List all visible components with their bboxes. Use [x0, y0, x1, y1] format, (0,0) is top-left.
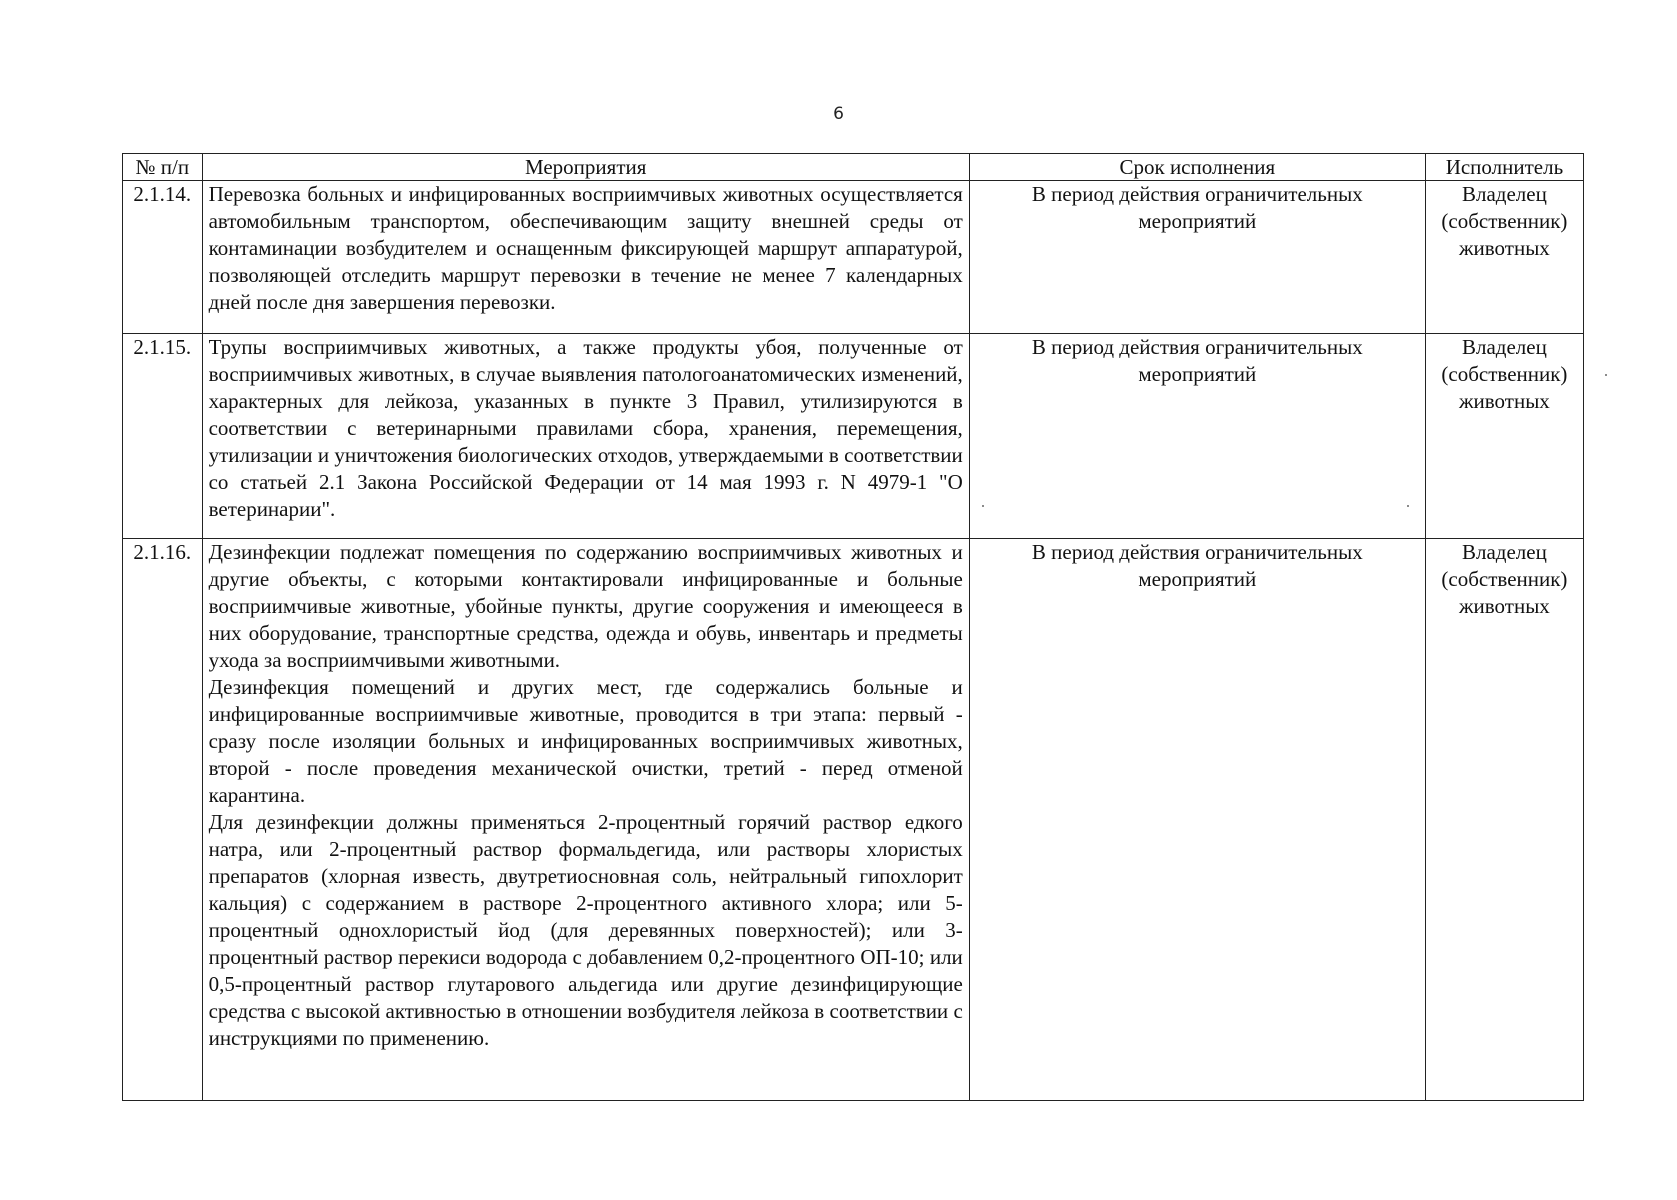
row-term: В период действия ограничительных мероприятий: [969, 334, 1425, 539]
scan-speck: [1407, 505, 1409, 507]
header-executor: Исполнитель: [1425, 154, 1583, 181]
activity-paragraph: Перевозка больных и инфицированных восприимчивых животных осуществляется автомобильным транспортом, обеспечивающим защиту внешней среды от контаминации возбудителем и оснащенным фиксирующей маршрут аппаратурой, позволяющей отследить маршрут перевозки в течение не менее 7 календарных дней после дня завершения перевозки.: [208, 182, 963, 314]
page-number: 6: [833, 104, 844, 124]
table-row: [123, 334, 1584, 539]
row-activity: [202, 181, 969, 334]
row-number: 2.1.15.: [123, 334, 203, 539]
scan-speck: [1605, 374, 1607, 376]
row-activity: [202, 539, 969, 1101]
header-num: № п/п: [123, 154, 203, 181]
table-row: [123, 539, 1584, 1101]
header-activity: Мероприятия: [202, 154, 969, 181]
row-executor: Владелец (собственник) животных: [1425, 181, 1583, 334]
header-term: Срок исполнения: [969, 154, 1425, 181]
row-number: 2.1.16.: [123, 539, 203, 1101]
scan-speck: [982, 505, 984, 507]
row-term: В период действия ограничительных мероприятий: [969, 181, 1425, 334]
row-activity: [202, 334, 969, 539]
row-number: 2.1.14.: [123, 181, 203, 334]
row-term: В период действия ограничительных мероприятий: [969, 539, 1425, 1101]
row-executor: Владелец (собственник) животных: [1425, 539, 1583, 1101]
activity-paragraph: Трупы восприимчивых животных, а также продукты убоя, полученные от восприимчивых животных, в случае выявления патологоанатомических изменений, характерных для лейкоза, указанных в пункте 3 Правил, утилизируются в соответствии с ветеринарными правилами сбора, хранения, перемещения, утилизации и уничтожения биологических отходов, утверждаемыми в соответствии со статьей 2.1 Закона Российской Федерации от 14 мая 1993 г. N 4979-1 "О ветеринарии".: [208, 335, 963, 521]
activity-paragraph: Дезинфекции подлежат помещения по содержанию восприимчивых животных и другие объекты, с которыми контактировали инфицированные и больные восприимчивые животные, убойные пункты, другие сооружения и имеющееся в них оборудование, транспортные средства, одежда и обувь, инвентарь и предметы ухода за восприимчивыми животными.: [208, 540, 963, 672]
measures-table: [122, 153, 1584, 1101]
activity-paragraph: Для дезинфекции должны применяться 2-процентный горячий раствор едкого натра, или 2-процентный раствор формальдегида, или растворы хлористых препаратов (хлорная известь, двутретиосновная соль, нейтральный гипохлорит кальция) с содержанием в растворе 2-процентного активного хлора; или 5-процентный однохлористый йод (для деревянных поверхностей); или 3-процентный раствор перекиси водорода с добавлением 0,2-процентного ОП-10; или 0,5-процентный раствор глутарового альдегида или другие дезинфицирующие средства с высокой активностью в отношении возбудителя лейкоза в соответствии с инструкциями по применению.: [208, 810, 963, 1050]
table-header-row: [123, 154, 1584, 181]
activity-paragraph: Дезинфекция помещений и других мест, где содержались больные и инфицированные восприимчивые животные, проводится в три этапа: первый - сразу после изоляции больных и инфицированных восприимчивых животных, второй - после проведения механической очистки, третий - перед отменой карантина.: [208, 675, 963, 807]
row-executor: Владелец (собственник) животных: [1425, 334, 1583, 539]
table-row: [123, 181, 1584, 334]
